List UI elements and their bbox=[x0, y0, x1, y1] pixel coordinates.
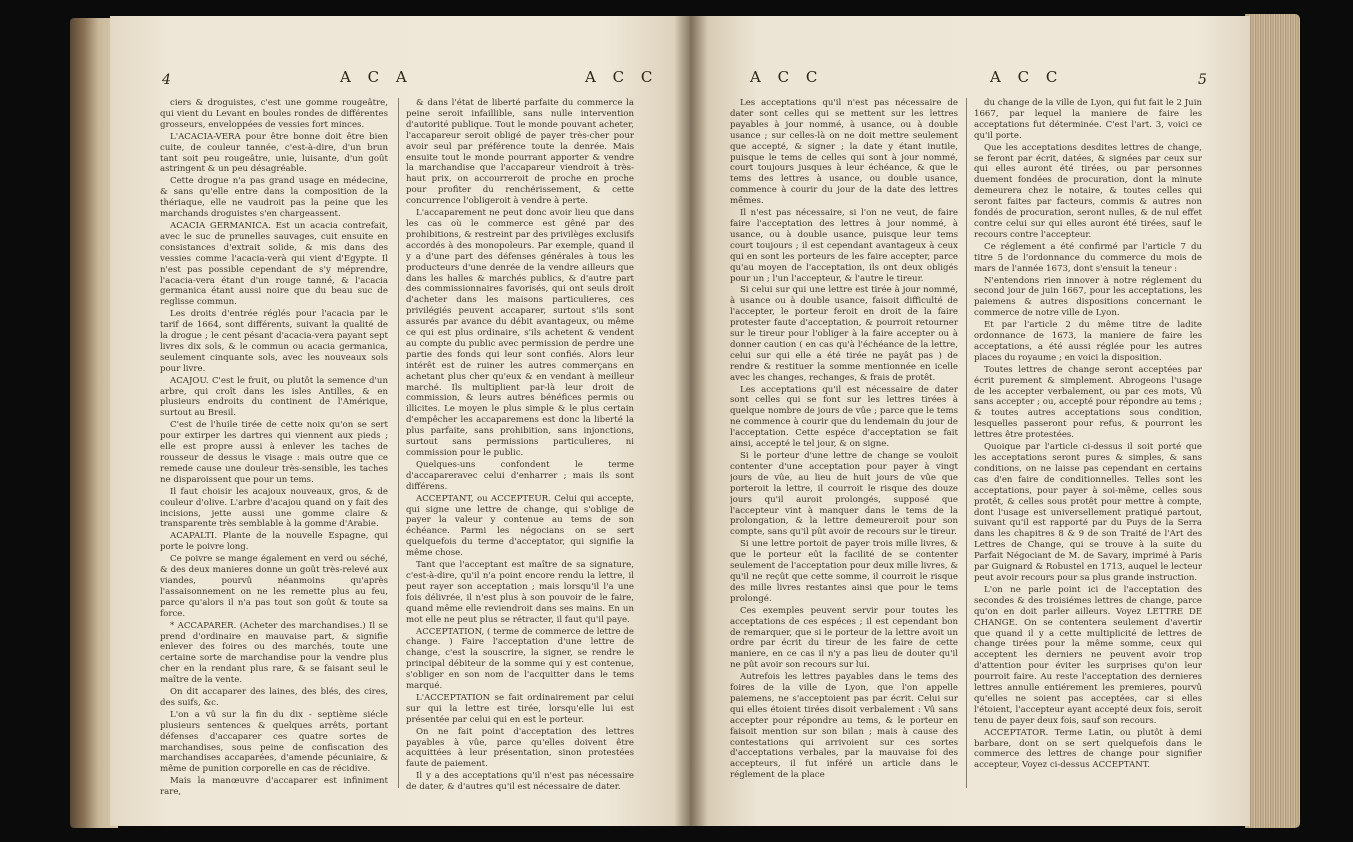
paragraph: Toutes lettres de change seront acceptées par écrit purement & simplement. Abrogeons l'usage de les accepter verbalement, ou par ces mots, Vû sans accepter ; ou, accepté pour répondre au tems ; & toutes autres acceptations sous condition, lesquelles passeront pour refus, & pourront les lettres être protestées. bbox=[974, 364, 1202, 441]
paragraph: ACAJOU. C'est le fruit, ou plutôt la semence d'un arbre, qui croît dans les isles Antilles, & en plusieurs endroits du continent de l'Amérique, surtout au Bresil. bbox=[160, 375, 388, 419]
right-column-rule bbox=[966, 98, 967, 788]
paragraph: Ces exemples peuvent servir pour toutes les acceptations de ces espéces ; il est cependant bon de remarquer, que si le porteur de la lettre avoit un ordre par écrit du tireur de les faire de cette maniere, en ce cas il n'y a pas lieu de douter qu'il ne pût avoir son recours sur lui. bbox=[730, 605, 958, 671]
left-column-1 bbox=[160, 98, 388, 798]
paragraph: * ACCAPARER. (Acheter des marchandises.) Il se prend d'ordinaire en mauvaise part, & signifie enlever des foires ou des marchés, toute une certaine sorte de marchandise pour la vendre plus cher en la rendant plus rare, & se faisant seul le maître de la vente. bbox=[160, 620, 388, 686]
paragraph: On dit accaparer des laines, des blés, des cires, des suifs, &c. bbox=[160, 687, 388, 708]
right-column-2 bbox=[974, 98, 1202, 798]
paragraph: Que les acceptations desdites lettres de change, se feront par écrit, datées, & signées par ceux sur qui elles auront été tirées, ou par personnes duement fondées de procuration, dont la minute demeurera chez le notaire, & toutes celles qui seront faites par facteurs, commis & autres non fondés de procuration, seront nulles, & de nul effet contre celui sur qui elles auront été tirées, sauf le recours contre l'accepteur. bbox=[974, 142, 1202, 240]
paragraph: Quelques-uns confondent le terme d'accapareravec celui d'enharrer ; mais ils sont différens. bbox=[406, 459, 634, 492]
left-running-head-1: A C A bbox=[340, 68, 413, 86]
right-running-head-2: A C C bbox=[990, 68, 1064, 86]
paragraph: ciers & droguistes, c'est une gomme rougeâtre, qui vient du Levant en boules rondes de différentes grosseurs, enveloppées de vessies fort minces. bbox=[160, 98, 388, 130]
paragraph: Les acceptations qu'il n'est pas nécessaire de dater sont celles qui se mettent sur les lettres payables à jour nommé, à usance, ou à double usance ; sur celles-là on ne doit mettre seulement que accepté, & signer ; la date y étant inutile, puisque le tems de celles qui sont à jour nommé, court toujours jusques à leur échéance, & que le tems des lettres à usance, ou double usance, commence à courir du jour de la date des lettres mêmes. bbox=[730, 98, 958, 207]
paragraph: Si celui sur qui une lettre est tirée à jour nommé, à usance ou à double usance, faisoit difficulté de l'accepter, le porteur feroit en droit de la faire protester faute d'acceptation, & pourroit retourner sur le tireur pour l'obliger à la faire accepter ou à donner caution ( en cas qu'à l'échéance de la lettre, celui sur qui elle a été tirée ne payât pas ) de rendre & restituer la somme mentionnée en icelle avec les changes, rechanges, & frais de protêt. bbox=[730, 285, 958, 383]
paragraph: L'on a vû sur la fin du dix - septième siécle plusieurs sentences & quelques arrêts, portant défenses d'accaparer ces quatre sortes de marchandises, sous peine de confiscation des marchandises accaparées, d'amende pécuniaire, & même de punition corporelle en cas de récidive. bbox=[160, 709, 388, 775]
paragraph: ACACIA GERMANICA. Est un acacia contrefait, avec le suc de prunelles sauvages, cuit ensuite en consistances d'extrait solide, & mis dans des vessies comme l'acacia-verà qui vient d'Egypte. Il n'est pas possible cependant de s'y méprendre, l'acacia-vera étant d'un rouge tanné, & l'acacia germanica étant aussi noire que du beau suc de reglisse commun. bbox=[160, 220, 388, 308]
paragraph: N'entendons rien innover à notre réglement du second jour de juin 1667, pour les acceptations, les paiemens & autres dispositions concernant le commerce de notre ville de Lyon. bbox=[974, 275, 1202, 319]
paragraph: ACCEPTANT, ou ACCEPTEUR. Celui qui accepte, qui signe une lettre de change, qui s'oblige de payer la valeur y contenue au tems de son échéance. Parmi les négocians on se sert quelquefois du terme d'acceptator, qui signifie la même chose. bbox=[406, 493, 634, 559]
book-page-edges-right bbox=[1245, 14, 1300, 828]
paragraph: Cette drogue n'a pas grand usage en médecine, & sans qu'elle entre dans la composition de la thériaque, elle ne vaudroit pas la peine que les marchands droguistes s'en chargeassent. bbox=[160, 176, 388, 220]
paragraph: L'ACCEPTATION se fait ordinairement par celui sur qui la lettre est tirée, lorsqu'elle lui est présentée par celui qui en est le porteur. bbox=[406, 692, 634, 725]
paragraph: Il n'est pas nécessaire, si l'on ne veut, de faire faire l'acceptation des lettres à jour nommé, à usance, ou à double usance, puisque leur tems court toujours ; il est cependant avantageux à ceux qui en sont les porteurs de les faire accepter, parce qu'au moyen de l'acceptation, ils ont deux obligés pour un ; l'un l'accepteur, & l'autre le tireur. bbox=[730, 208, 958, 284]
paragraph: Il y a des acceptations qu'il n'est pas nécessaire de dater, & d'autres qu'il est nécessaire de dater. bbox=[406, 771, 634, 793]
paragraph: du change de la ville de Lyon, qui fut fait le 2 Juin 1667, par lequel la maniere de faire les acceptations fut déterminée. C'est l'art. 3, voici ce qu'il porte. bbox=[974, 98, 1202, 141]
left-page bbox=[110, 16, 690, 826]
paragraph: L'ACACIA-VERA pour être bonne doit être bien cuite, de couleur tannée, c'est-à-dire, d'un brun tant soit peu rougeâtre, unie, luisante, d'un goût astringent & un peu désagréable. bbox=[160, 131, 388, 175]
right-page bbox=[690, 16, 1250, 826]
left-running-head-2: A C C bbox=[585, 68, 659, 86]
paragraph: L'on ne parle point ici de l'acceptation des secondes & des troisiémes lettres de change, parce qu'on en doit parler ailleurs. Voyez LETTRE DE CHANGE. On se contentera seulement d'avertir que quand il y a cette multiplicité de lettres de change tirées pour la même somme, ceux qui acceptent les derniers ne peuvent avoir trop d'attention pour éviter les surprises qu'on leur pourroit faire. Au reste l'acceptation des dernieres lettres annulle entiérement les premieres, pourvû qu'elles ne soient pas acceptées, car si elles l'étoient, l'accepteur ayant accepté deux fois, seroit tenu de payer deux fois, sauf son recours. bbox=[974, 584, 1202, 726]
right-column-1 bbox=[730, 98, 958, 798]
paragraph: Et par l'article 2 du même titre de ladite ordonnance de 1673, la maniere de faire les acceptations, a été aussi réglée pour les autres places du royaume ; en voici la disposition. bbox=[974, 320, 1202, 363]
paragraph: Tant que l'acceptant est maître de sa signature, c'est-à-dire, qu'il n'a point encore rendu la lettre, il peut rayer son acceptation ; mais lorsqu'il l'a une fois délivrée, il n'est plus à son pouvoir de le faire, quand même elle reviendroit dans ses mains. En un mot elle ne peut plus se rétracter, il faut qu'il paye. bbox=[406, 560, 634, 625]
paragraph: ACAPALTI. Plante de la nouvelle Espagne, qui porte le poivre long. bbox=[160, 531, 388, 553]
paragraph: Autrefois les lettres payables dans le tems des foires de la ville de Lyon, que l'on appelle paiemens, ne s'acceptoient pas par écrit. Celui sur qui elles étoient tirées disoit verbalement : Vû sans accepter pour répondre au tems, & le porteur en faisoit mention sur son bilan ; mais à cause des contestations qui arrivoient sur ces sortes d'acceptations verbales, par la mauvaise foi des accepteurs, il fut inféré un article dans le réglement de la place bbox=[730, 672, 958, 781]
paragraph: L'accaparement ne peut donc avoir lieu que dans les cas où le commerce est gêné par des prohibitions, & restreint par des privilèges exclusifs accordés à des monopoleurs. Par exemple, quand il y a d'une part des défenses générales à tous les producteurs d'une denrée de la vendre ailleurs que dans les halles & marchés publics, & d'autre part des commissionnaires favorisés, qui ont seuls droit d'acheter dans les maisons particulieres, ces privilégiés peuvent accaparer, surtout s'ils sont assurés par avance du débit avantageux, ou même ce qui est plus ordinaire, s'ils achetent & vendent au compte du public avec permission de perdre une partie des fonds qui leur sont confiés. Alors leur intérêt est de ruiner les autres commerçans en achetant plus cher qu'eux & en vendant à meilleur marché. Ils multiplient par-là leur droit de commission, & leurs autres bénéfices permis ou illicites. Le moyen le plus simple & le plus certain d'empêcher les accaparemens est donc la liberté la plus parfaite, sans prohibition, sans injonctions, surtout sans permissions particulieres, ni commission pour le public. bbox=[406, 208, 634, 458]
right-running-head-1: A C C bbox=[750, 68, 824, 86]
paragraph: Ce poivre se mange également en verd ou séché, & des deux manieres donne un goût très-relevé aux viandes, pourvû néanmoins qu'après l'assaisonnement on ne les remette plus au feu, parce qu'alors il n'a pas tout son goût & toute sa force. bbox=[160, 554, 388, 619]
paragraph: Ce réglement a été confirmé par l'article 7 du titre 5 de l'ordonnance du commerce du mois de mars de l'année 1673, dont s'ensuit la teneur : bbox=[974, 241, 1202, 274]
open-book bbox=[70, 8, 1300, 834]
paragraph: Il faut choisir les acajoux nouveaux, gros, & de couleur d'olive. L'arbre d'acajou quand on y fait des incisions, jette aussi une gomme claire & transparente très semblable à la gomme d'Arabie. bbox=[160, 486, 388, 530]
left-page-number: 4 bbox=[162, 72, 171, 88]
left-column-rule bbox=[398, 98, 399, 788]
right-page-number: 5 bbox=[1198, 72, 1207, 88]
paragraph: ACCEPTATION, ( terme de commerce de lettre de change. ) Faire l'acceptation d'une lettre de change, c'est la souscrire, la signer, se rendre le principal débiteur de la somme qui y est contenue, s'obliger en son nom de l'acquitter dans le tems marqué. bbox=[406, 626, 634, 692]
paragraph: & dans l'état de liberté parfaite du commerce la peine seroit infaillible, sans nulle intervention d'autorité publique. Tout le monde pouvant acheter, l'accapareur seroit obligé de payer très-cher pour avoir seul par préférence toute la denrée. Mais ensuite tout le monde pourrant apporter & vendre la marchandise que l'accapareur viendroit à très-haut prix, on accourreroit de proche en proche pour profiter du renchérissement, & cette concurrence l'obligeroit à vendre à perte. bbox=[406, 98, 634, 207]
paragraph: ACCEPTATOR. Terme Latin, ou plutôt à demi barbare, dont on se sert quelquefois dans le commerce des lettres de change pour signifier accepteur, Voyez ci-dessus ACCEPTANT. bbox=[974, 727, 1202, 771]
paragraph: Mais la manœuvre d'accaparer est infiniment rare, bbox=[160, 776, 388, 798]
paragraph: Les droits d'entrée réglés pour l'acacia par le tarif de 1664, sont différents, suivant la qualité de la drogue ; le cent pésant d'acacia-vera payant sept livres dix sols, & le commun ou acacia germanica, seulement cinquante sols, avec les nouveaux sols pour livre. bbox=[160, 309, 388, 374]
paragraph: On ne fait point d'acceptation des lettres payables à vûe, parce qu'elles doivent être acquittées à leur présentation, sinon protestées faute de paiement. bbox=[406, 726, 634, 770]
paragraph: Si le porteur d'une lettre de change se vouloit contenter d'une acceptation pour payer à vingt jours de vûe, au lieu de huit jours de vûe que porteroit la lettre, il courroit le risque des douze jours qu'il auroit prolongés, supposé que l'accepteur vint à manquer dans le tems de la prolongation, & la lettre demeureroit pour son compte, sans qu'il pût avoir de recours sur le tireur. bbox=[730, 451, 958, 538]
left-column-2 bbox=[406, 98, 634, 798]
book-gutter-shadow bbox=[674, 16, 708, 826]
paragraph: Si une lettre portoit de payer trois mille livres, & que le porteur eût la facilité de se contenter seulement de l'acceptation pour deux mille livres, & qu'il ne reçût que cette somme, il courroit le risque des mille livres restantes ainsi que pour le tems prolongé. bbox=[730, 539, 958, 604]
paragraph: C'est de l'huile tirée de cette noix qu'on se sert pour extirper les dartres qui viennent aux pieds ; elle est propre aussi à enlever les taches de rousseur de dessus le visage : mais outre que ce remede cause une douleur très-sensible, les taches ne disparoissent que pour un tems. bbox=[160, 420, 388, 485]
paragraph: Les acceptations qu'il est nécessaire de dater sont celles qui se font sur les lettres tirées à quelque nombre de jours de vûe ; parce que le tems ne commence à courir que du lendemain du jour de l'acceptation. Cette espéce d'acceptation se fait ainsi, accepté le tel jour, & on signe. bbox=[730, 384, 958, 450]
paragraph: Quoique par l'article ci-dessus il soit porté que les acceptations seront pures & simples, & sans conditions, on ne laisse pas cependant en certains cas d'en faire de conditionnelles. Telles sont les acceptations, pour payer à soi-même, celles sous protêt, & celles sous protêt pour mettre à compte, dont l'usage est universellement pratiqué partout, suivant qu'il est rapporté par du Puys de la Serra dans les chapitres 8 & 9 de son Traité de l'Art des Lettres de Change, qui se trouve à la suite du Parfait Négociant de M. de Savary, imprimé à Paris par Guignard & Robustel en 1713, auquel le lecteur peut avoir recours pour sa plus grande instruction. bbox=[974, 442, 1202, 583]
